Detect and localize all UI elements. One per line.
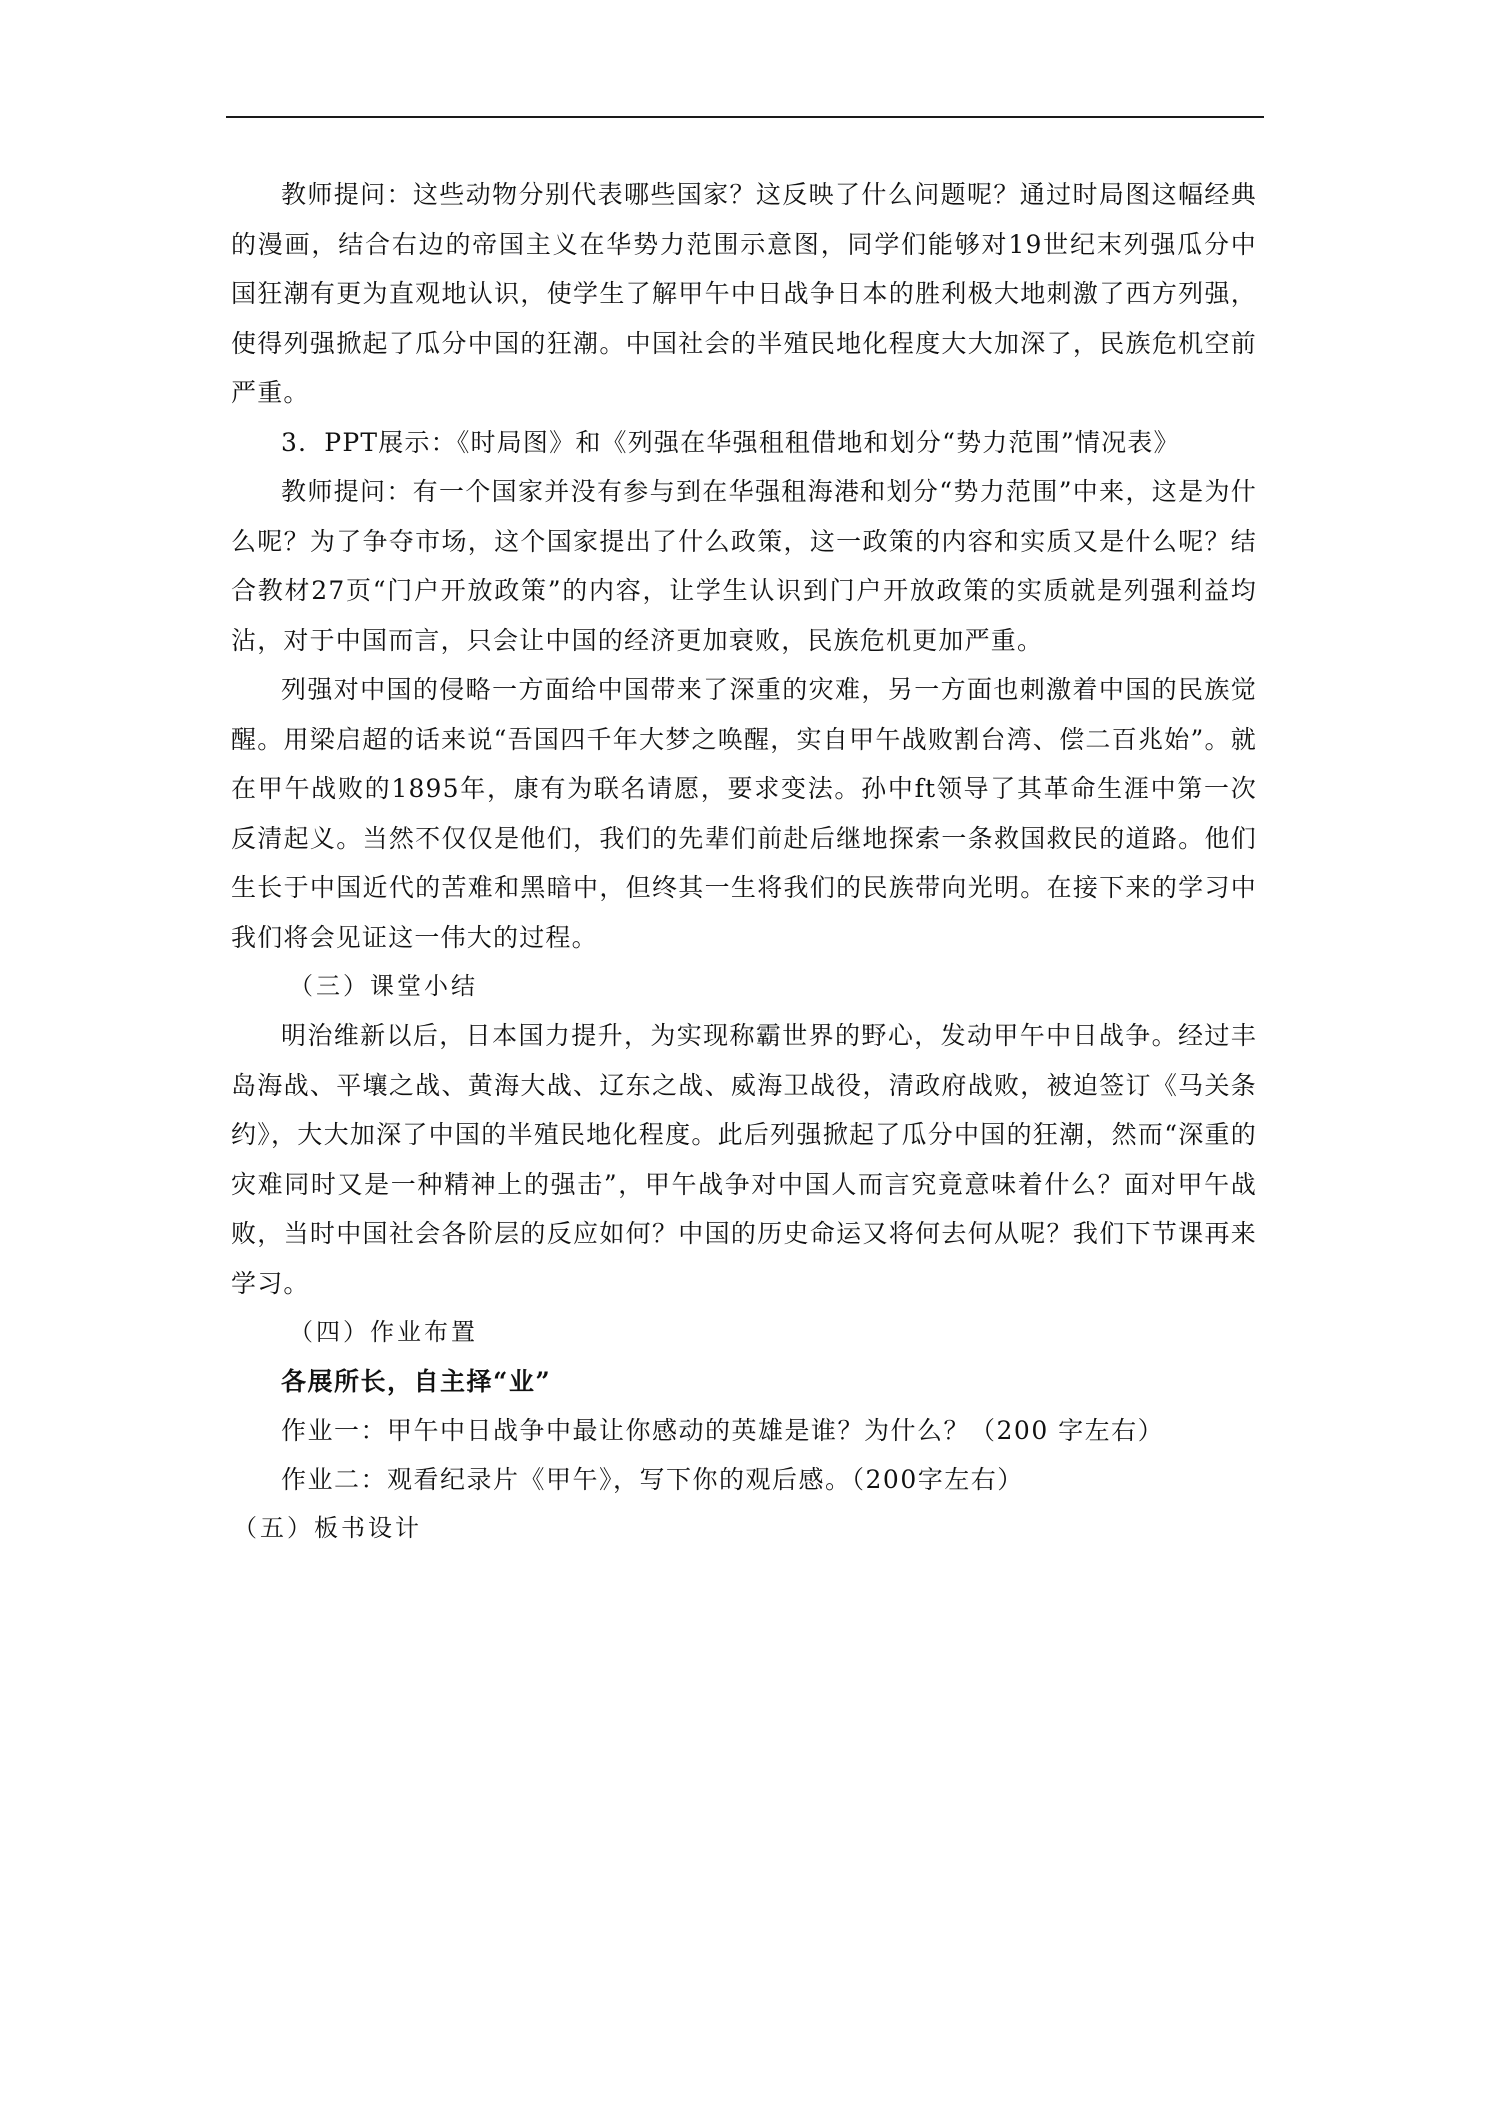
heading-board-design: （五）板书设计 bbox=[233, 1514, 422, 1542]
paragraph-teacher-question-1: 教师提问：这些动物分别代表哪些国家？这反映了什么问题呢？通过时局图这幅经典的漫画，结合右边的帝国主义在华势力范围示意图，同学们能够对19世纪末列强瓜分中国狂潮有更为直观地认识，使学生了解甲午中日战争日本的胜利极大地刺激了西方列强，使得列强掀起了瓜分中国的狂潮。中国社会的半殖民地化程度大大加深了，民族危机空前严重。 bbox=[231, 180, 1257, 407]
paragraph-ppt-display: 3．PPT展示：《时局图》和《列强在华强租租借地和划分“势力范围”情况表》 bbox=[281, 427, 1180, 457]
heading-homework: （四）作业布置 bbox=[289, 1318, 478, 1346]
homework-item-2: 作业二：观看纪录片《甲午》，写下你的观后感。（200字左右） bbox=[281, 1465, 1024, 1494]
paragraph-national-awakening: 列强对中国的侵略一方面给中国带来了深重的灾难，另一方面也刺激着中国的民族觉醒。用梁启超的话来说“吾国四千年大梦之唤醒，实自甲午战败割台湾、偿二百兆始”。就在甲午战败的1895年，康有为联名请愿，要求变法。孙中ft领导了其革命生涯中第一次反清起义。当然不仅仅是他们，我们的先辈们前赴后继地探索一条救国救民的道路。他们生长于中国近代的苦难和黑暗中，但终其一生将我们的民族带向光明。在接下来的学习中我们将会见证这一伟大的过程。 bbox=[231, 675, 1257, 952]
homework-title: 各展所长，自主择“业” bbox=[281, 1367, 552, 1396]
paragraph-teacher-question-2: 教师提问：有一个国家并没有参与到在华强租海港和划分“势力范围”中来，这是为什么呢？为了争夺市场，这个国家提出了什么政策，这一政策的内容和实质又是什么呢？结合教材27页“门户开放政策”的内容，让学生认识到门户开放政策的实质就是列强利益均沾，对于中国而言，只会让中国的经济更加衰败，民族危机更加严重。 bbox=[231, 477, 1257, 655]
heading-class-summary: （三）课堂小结 bbox=[289, 972, 478, 1000]
header-rule bbox=[226, 116, 1264, 118]
document-body bbox=[231, 170, 1257, 1553]
paragraph-summary: 明治维新以后，日本国力提升，为实现称霸世界的野心，发动甲午中日战争。经过丰岛海战、平壤之战、黄海大战、辽东之战、威海卫战役，清政府战败，被迫签订《马关条约》，大大加深了中国的半殖民地化程度。此后列强掀起了瓜分中国的狂潮，然而“深重的灾难同时又是一种精神上的强击”，甲午战争对中国人而言究竟意味着什么？面对甲午战败，当时中国社会各阶层的反应如何？中国的历史命运又将何去何从呢？我们下节课再来学习。 bbox=[231, 1021, 1257, 1298]
homework-item-1: 作业一：甲午中日战争中最让你感动的英雄是谁？为什么？（200 字左右） bbox=[281, 1416, 1165, 1445]
